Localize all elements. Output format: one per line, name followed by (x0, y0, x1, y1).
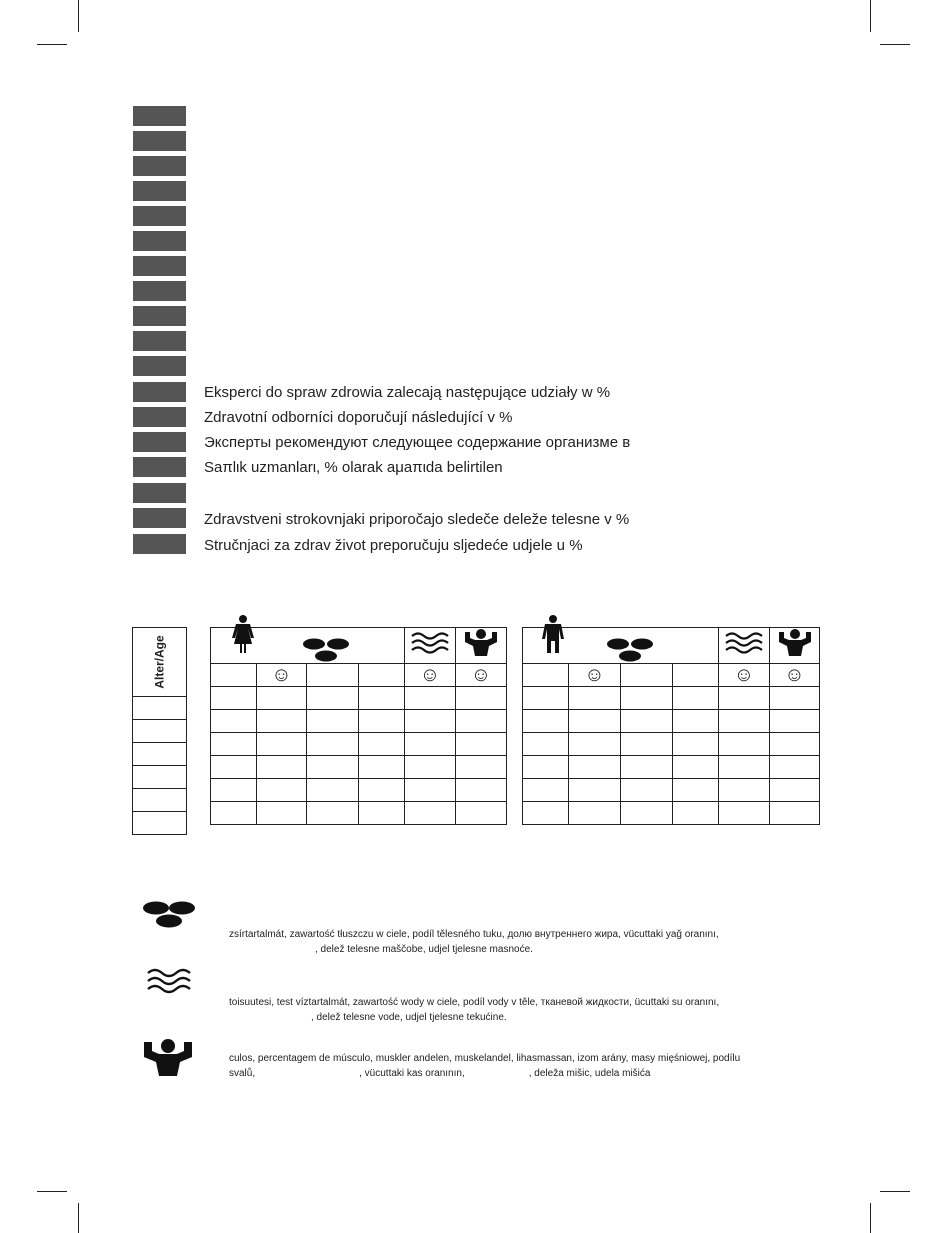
recommendation-tr: Saπlιk uzmanlarι, % olarak aμaπιda belirtilen (204, 459, 503, 476)
age-header-cell (133, 628, 187, 697)
female-subheader-cell (257, 664, 307, 687)
age-cell (133, 743, 187, 766)
male-subheader-cell (621, 664, 673, 687)
crop-mark (37, 44, 67, 45)
male-subheader-cell (719, 664, 770, 687)
muscle-legend-part-c: , deleža mišic, udela mišića (528, 1068, 651, 1079)
fat-icon (301, 637, 351, 663)
female-subheader-cell (405, 664, 456, 687)
crop-mark (880, 44, 910, 45)
muscle-icon (775, 628, 815, 658)
fat-legend (229, 927, 829, 957)
recommendation-sl: Zdravstveni strokovnjaki priporočajo sledeče deleže telesne v % (204, 511, 630, 528)
muscle-icon (140, 1038, 196, 1078)
language-bar (133, 407, 186, 427)
male-water-header (719, 628, 770, 664)
language-bar (133, 106, 186, 126)
table-row (211, 733, 507, 756)
man-icon (533, 614, 573, 654)
water-legend-line1: toisuutesi, test víztartalmát, zawartość wody w ciele, podíl vody v těle, тканевой жидкости, ücuttaki su oranını, (229, 997, 720, 1008)
language-bar (133, 483, 186, 503)
fat-icon (140, 900, 200, 930)
smiley-icon: ☺ (470, 663, 492, 686)
muscle-legend-part-b: , vücuttaki kas oranının, (359, 1068, 465, 1079)
table-row (211, 779, 507, 802)
fat-legend-line2: , delež telesne maščobe, udjel tjelesne masnoće. (315, 944, 533, 955)
table-row (211, 756, 507, 779)
language-bar (133, 231, 186, 251)
male-fat-header (523, 628, 719, 664)
female-table (210, 627, 507, 825)
female-water-header (405, 628, 456, 664)
age-table (132, 627, 187, 835)
male-subheader-cell (673, 664, 719, 687)
smiley-icon: ☺ (271, 663, 292, 686)
table-row (523, 733, 820, 756)
female-fat-header (211, 628, 405, 664)
male-muscle-header (770, 628, 820, 664)
female-subheader-cell (211, 664, 257, 687)
age-cell (133, 812, 187, 835)
language-bar (133, 356, 186, 376)
crop-mark (870, 0, 871, 32)
age-cell (133, 720, 187, 743)
language-bar (133, 206, 186, 226)
table-row (523, 756, 820, 779)
language-bar (133, 432, 186, 452)
age-cell (133, 697, 187, 720)
crop-mark (78, 0, 79, 32)
age-header-label: Alter/Age (152, 635, 167, 689)
recommendation-ru: Эксперты рекомендуют следующее содержание организме в (204, 434, 631, 451)
crop-mark (880, 1191, 910, 1192)
water-legend (229, 995, 829, 1025)
table-row (211, 710, 507, 733)
language-bar (133, 457, 186, 477)
female-muscle-header (456, 628, 507, 664)
language-bar (133, 281, 186, 301)
female-subheader-cell (359, 664, 405, 687)
age-cell (133, 789, 187, 812)
language-bar (133, 331, 186, 351)
male-subheader-cell (569, 664, 621, 687)
table-row (523, 779, 820, 802)
smiley-icon: ☺ (733, 663, 755, 686)
crop-mark (37, 1191, 67, 1192)
table-row (211, 802, 507, 825)
muscle-legend-part-a: svalů, (229, 1068, 256, 1079)
language-bar (133, 131, 186, 151)
smiley-icon: ☺ (584, 663, 605, 686)
fat-legend-line1: zsírtartalmát, zawartość tłuszczu w ciele, podíl tělesného tuku, долю внутреннего жира, vücuttaki yağ oranını, (229, 929, 719, 940)
age-cell (133, 766, 187, 789)
fat-icon (605, 637, 655, 663)
smiley-icon: ☺ (419, 663, 441, 686)
language-bar (133, 508, 186, 528)
female-subheader-cell (307, 664, 359, 687)
male-subheader-cell (523, 664, 569, 687)
language-bar (133, 306, 186, 326)
muscle-legend-line2 (229, 1066, 829, 1081)
recommendation-cz: Zdravotní odborníci doporučují následující v % (204, 409, 513, 426)
water-icon (724, 630, 764, 656)
male-table (522, 627, 820, 825)
recommendation-hr: Stručnjaci za zdrav život preporučuju sljedeće udjele u % (204, 537, 583, 554)
language-bar (133, 534, 186, 554)
recommendation-pl: Eksperci do spraw zdrowia zalecają następujące udziały w % (204, 384, 611, 401)
crop-mark (78, 1203, 79, 1233)
smiley-icon: ☺ (784, 663, 805, 686)
woman-icon (223, 614, 263, 654)
crop-mark (870, 1203, 871, 1233)
female-subheader-cell (456, 664, 507, 687)
table-row (523, 687, 820, 710)
water-legend-line2: , delež telesne vode, udjel tjelesne tekućine. (311, 1012, 507, 1023)
language-bar (133, 382, 186, 402)
muscle-legend-line1: culos, percentagem de músculo, muskler andelen, muskelandel, lihasmassan, izom arány, masy mięśniowej, podílu (229, 1053, 741, 1064)
muscle-icon (461, 628, 501, 658)
water-icon (146, 966, 196, 996)
male-subheader-cell (770, 664, 820, 687)
table-row (523, 710, 820, 733)
table-row (211, 687, 507, 710)
language-bar (133, 256, 186, 276)
water-icon (410, 630, 450, 656)
table-row (523, 802, 820, 825)
language-bar (133, 181, 186, 201)
muscle-legend (229, 1051, 829, 1081)
language-bar (133, 156, 186, 176)
